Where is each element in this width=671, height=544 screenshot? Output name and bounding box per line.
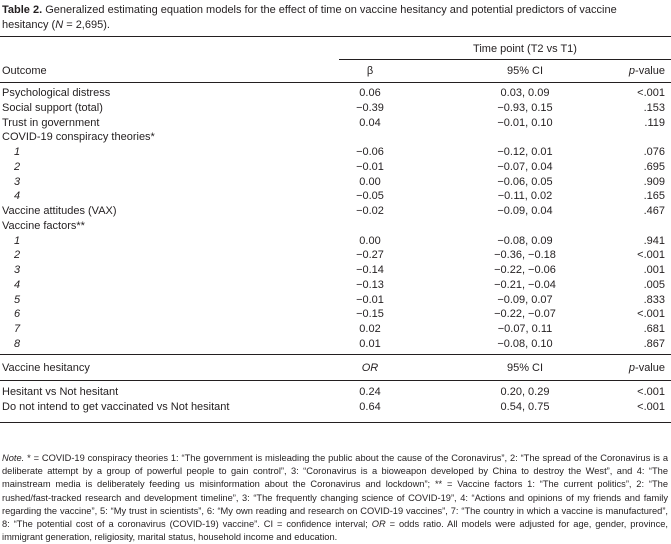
hesitancy-row-or: 0.24 xyxy=(359,386,381,398)
row-p-value: .695 xyxy=(643,160,665,173)
row-p-value: .001 xyxy=(643,264,665,276)
hesitancy-row-label: Do not intend to get vaccinated vs Not hesitant xyxy=(2,401,230,413)
row-p-value: .909 xyxy=(643,175,665,188)
beta-header: β xyxy=(366,65,374,77)
row-p-value: <.001 xyxy=(637,308,665,321)
top-rule xyxy=(0,36,671,37)
section-rule-bottom xyxy=(0,380,671,381)
row-label: 5 xyxy=(14,293,21,306)
row-ci: −0.06, 0.05 xyxy=(497,175,553,188)
time-point-header: Time point (T2 vs T1) xyxy=(473,43,577,55)
hesitancy-row-ci: 0.20, 0.29 xyxy=(500,386,550,398)
ci-header-2: 95% CI xyxy=(506,362,544,374)
row-label: Vaccine factors** xyxy=(2,219,85,232)
or-header: OR xyxy=(361,362,379,374)
p-italic-2: p xyxy=(628,362,636,374)
row-label: 3 xyxy=(14,175,21,188)
row-beta: −0.02 xyxy=(356,205,384,217)
bottom-rule xyxy=(0,422,671,423)
note-text-1: * = COVID-19 conspiracy theories 1: “The government is misleading the public about the cause of the Coronavirus”, 2: “The spread of the Coronavirus is a deliberate attempt by a group of powerful people to gain control”, 3: “Coronavirus is a bioweapon developed by China to destroy the West”, and 4: “The mainstream media is deliberately feeding us misinformation about the Coronavirus and lockdown”; ** = Vaccine factors 1: “The current politics”, 2: “The rushed/fast-tracked research and development timeline”, 3: “The frequently changing science of COVID-19”, 4: “Actions and opinions of my friends and family regarding the vaccine”, 5: “My trust in scientists”, 6: “My own reading and research on COVID-19 vaccines”, 7: “The country in which a vaccine is manufactured”, 8: “The potential cost of a coronavirus (COVID-19) vaccine”. CI = confidence interval; xyxy=(2,453,668,530)
row-beta: −0.15 xyxy=(356,308,384,321)
ci-header: 95% CI xyxy=(506,65,544,77)
row-ci: −0.08, 0.10 xyxy=(497,337,553,350)
section-rule-top xyxy=(0,354,671,355)
row-label: 3 xyxy=(14,264,21,276)
row-p-value: .119 xyxy=(644,116,665,129)
row-beta: 0.06 xyxy=(359,87,381,99)
p-suffix: -value xyxy=(635,65,665,77)
row-ci: −0.36, −0.18 xyxy=(494,249,556,262)
n-symbol: N xyxy=(55,18,64,31)
row-beta: −0.05 xyxy=(356,190,384,203)
row-beta: −0.13 xyxy=(356,278,384,291)
row-label: 2 xyxy=(14,160,21,173)
row-label: 4 xyxy=(14,278,21,291)
row-p-value: .165 xyxy=(643,190,665,203)
row-label: 1 xyxy=(14,234,21,247)
row-ci: −0.12, 0.01 xyxy=(497,146,553,158)
row-label: 4 xyxy=(14,190,21,203)
row-p-value: .867 xyxy=(643,337,665,350)
row-label: 1 xyxy=(14,146,21,158)
row-beta: −0.06 xyxy=(356,146,384,158)
p-value-header-2 xyxy=(629,362,665,375)
row-label: 6 xyxy=(14,308,21,321)
row-label: Trust in government xyxy=(2,116,100,129)
row-ci: −0.07, 0.11 xyxy=(497,323,553,335)
row-label: 2 xyxy=(14,249,21,262)
row-p-value: .467 xyxy=(643,205,665,217)
row-label: Social support (total) xyxy=(2,101,103,114)
row-label: 7 xyxy=(14,323,21,335)
row-beta: 0.04 xyxy=(359,116,381,129)
row-label: COVID-19 conspiracy theories* xyxy=(2,131,155,144)
row-p-value: <.001 xyxy=(637,249,665,262)
row-beta: −0.14 xyxy=(356,264,384,276)
hesitancy-row-label: Hesitant vs Not hesitant xyxy=(2,386,119,398)
row-ci: −0.08, 0.09 xyxy=(497,234,553,247)
table-notes xyxy=(2,452,668,544)
p-italic: p xyxy=(628,65,636,77)
row-beta: −0.39 xyxy=(356,101,384,114)
row-beta: −0.01 xyxy=(356,293,384,306)
row-ci: −0.09, 0.07 xyxy=(497,293,553,306)
row-ci: −0.11, 0.02 xyxy=(497,190,553,203)
table-caption xyxy=(2,3,666,32)
p-suffix-2: -value xyxy=(635,362,665,374)
row-p-value: .681 xyxy=(643,323,665,335)
or-abbreviation: OR xyxy=(371,519,386,530)
row-ci: −0.22, −0.06 xyxy=(494,264,556,276)
row-label: Psychological distress xyxy=(2,87,111,99)
row-ci: −0.93, 0.15 xyxy=(497,101,553,114)
row-ci: −0.09, 0.04 xyxy=(497,205,553,217)
row-p-value: .005 xyxy=(643,278,665,291)
row-ci: −0.01, 0.10 xyxy=(497,116,553,129)
time-point-underline xyxy=(339,59,671,60)
row-beta: −0.01 xyxy=(356,160,384,173)
row-beta: 0.02 xyxy=(359,323,381,335)
note-label: Note. xyxy=(2,453,25,463)
row-beta: 0.01 xyxy=(359,337,381,350)
row-p-value: .941 xyxy=(643,234,665,247)
row-p-value: <.001 xyxy=(637,87,665,99)
row-beta: −0.27 xyxy=(356,249,384,262)
row-ci: −0.21, −0.04 xyxy=(494,278,556,291)
caption-text: Generalized estimating equation models for the effect of time on vaccine hesitancy and potential predictors of vaccine hesitancy ( xyxy=(2,4,617,31)
row-ci: 0.03, 0.09 xyxy=(500,87,550,99)
vaccine-hesitancy-header: Vaccine hesitancy xyxy=(2,362,90,374)
hesitancy-row-p-value: <.001 xyxy=(637,401,665,413)
row-p-value: .076 xyxy=(643,146,665,158)
outcome-header: Outcome xyxy=(2,65,47,77)
row-label: Vaccine attitudes (VAX) xyxy=(2,205,117,217)
row-ci: −0.07, 0.04 xyxy=(497,160,553,173)
n-value: = 2,695). xyxy=(63,18,110,31)
note-text-2: = odds ratio. All models were adjusted for age, gender, province, immigrant generation, religiosity, marital status, household income and education. xyxy=(2,519,668,543)
table-label: Table 2. xyxy=(2,4,43,16)
header-rule xyxy=(0,82,671,83)
row-label: 8 xyxy=(14,337,21,350)
hesitancy-row-p-value: <.001 xyxy=(637,386,665,398)
row-ci: −0.22, −0.07 xyxy=(494,308,556,321)
hesitancy-row-ci: 0.54, 0.75 xyxy=(500,401,550,413)
hesitancy-row-or: 0.64 xyxy=(359,401,381,413)
row-p-value: .833 xyxy=(643,293,665,306)
row-beta: 0.00 xyxy=(359,234,381,247)
row-beta: 0.00 xyxy=(359,175,381,188)
row-p-value: .153 xyxy=(643,101,665,114)
p-value-header xyxy=(629,65,665,78)
